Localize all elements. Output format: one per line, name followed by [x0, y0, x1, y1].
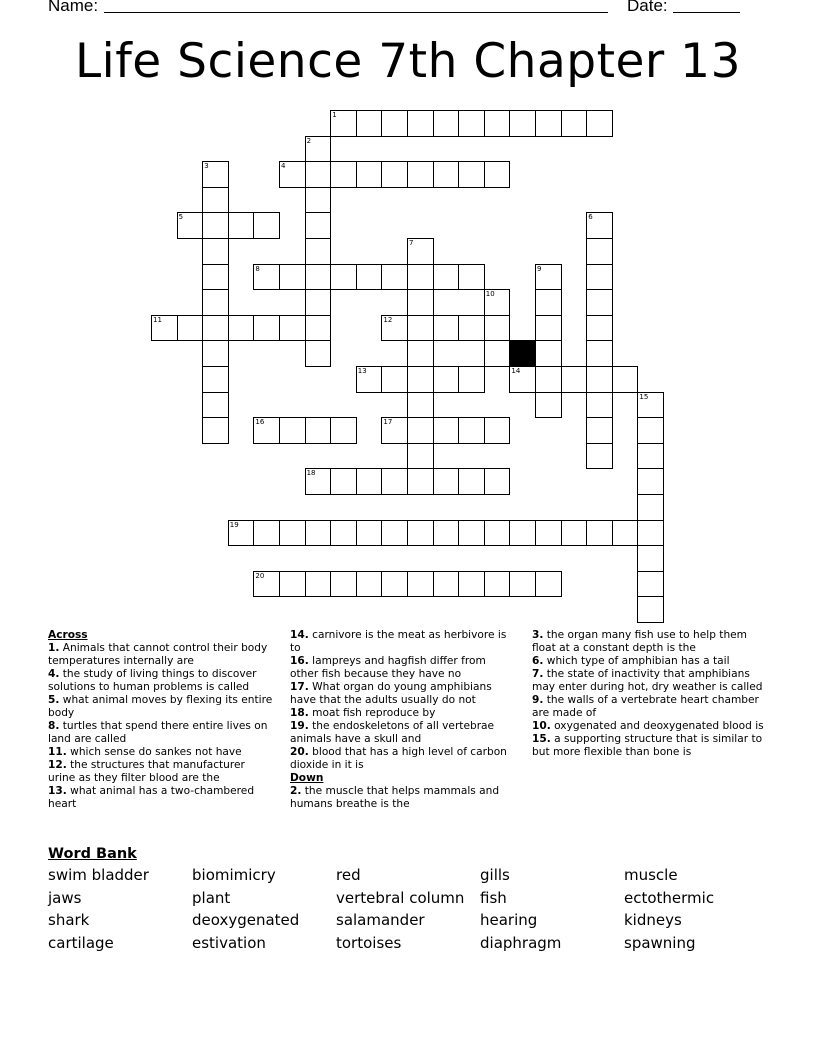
grid-cell[interactable]	[612, 520, 639, 547]
grid-cell[interactable]	[561, 110, 588, 137]
grid-cell[interactable]	[356, 161, 383, 188]
grid-cell[interactable]	[305, 315, 332, 342]
clue-number: 8.	[48, 720, 60, 732]
grid-cell[interactable]	[305, 468, 332, 495]
clues-column-3	[532, 629, 768, 759]
grid-cell[interactable]	[535, 520, 562, 547]
clue-number: 15	[639, 392, 649, 401]
clue-text: the endoskeletons of all vertebrae animals have a skull and	[290, 720, 495, 745]
clue-number: 5	[178, 213, 184, 222]
grid-cell[interactable]	[509, 366, 536, 393]
grid-cell[interactable]	[151, 315, 178, 342]
grid-cell[interactable]	[381, 571, 408, 598]
grid-cell[interactable]	[407, 340, 434, 367]
word-bank-item: shark	[48, 911, 90, 929]
clue-item	[290, 746, 516, 772]
grid-cell[interactable]	[407, 366, 434, 393]
grid-cell[interactable]	[407, 392, 434, 419]
clue-text: what animal moves by flexing its entire body	[48, 694, 273, 719]
grid-cell[interactable]	[330, 468, 357, 495]
clue-text: which type of amphibian has a tail	[543, 655, 730, 667]
grid-cell[interactable]	[177, 315, 204, 342]
clue-item	[290, 655, 516, 681]
word-bank-item: muscle	[624, 866, 678, 884]
clue-number: 18.	[290, 707, 309, 719]
grid-cell[interactable]	[279, 161, 306, 188]
clue-number: 17.	[290, 681, 309, 693]
clue-number: 7	[409, 239, 414, 247]
grid-cell[interactable]	[356, 571, 383, 598]
grid-cell[interactable]	[381, 264, 408, 291]
word-bank-item: spawning	[624, 933, 696, 952]
grid-cell[interactable]	[637, 417, 664, 444]
grid-cell[interactable]	[433, 110, 460, 137]
grid-cell[interactable]	[202, 366, 229, 393]
grid-cell[interactable]	[202, 212, 229, 239]
clue-number: 5.	[48, 694, 60, 706]
word-bank-item: tortoises	[336, 933, 402, 952]
clue-number: 19	[229, 520, 239, 529]
grid-cell[interactable]	[330, 520, 357, 547]
grid-cell[interactable]	[305, 340, 332, 367]
grid-cell[interactable]	[407, 264, 434, 291]
grid-cell[interactable]	[330, 417, 357, 444]
grid-cell[interactable]	[356, 264, 383, 291]
clue-item	[48, 720, 274, 746]
name-label: Name:	[48, 0, 99, 15]
clue-number: 1.	[48, 642, 60, 654]
grid-cell[interactable]	[202, 289, 229, 316]
grid-cell[interactable]	[586, 366, 613, 393]
grid-cell[interactable]	[458, 366, 485, 393]
clue-number: 20	[255, 571, 265, 580]
clue-number: 11.	[48, 746, 67, 758]
word-bank-item: gills	[480, 866, 510, 884]
grid-cell[interactable]	[305, 187, 332, 214]
grid-cell[interactable]	[407, 161, 434, 188]
clue-number: 7.	[532, 668, 544, 680]
grid-cell[interactable]	[637, 494, 664, 521]
grid-cell[interactable]	[407, 571, 434, 598]
grid-cell[interactable]	[586, 238, 613, 265]
word-bank-item: ectothermic	[624, 888, 715, 907]
word-bank-item: kidneys	[624, 911, 682, 929]
grid-cell[interactable]	[381, 520, 408, 547]
grid-cell[interactable]	[356, 110, 383, 137]
clue-number: 8	[255, 264, 260, 273]
grid-cell[interactable]	[177, 212, 204, 239]
clue-number: 1	[332, 111, 337, 119]
grid-cell[interactable]	[253, 520, 280, 547]
grid-cell[interactable]	[637, 571, 664, 598]
grid-cell[interactable]	[509, 520, 536, 547]
clue-text: turtles that spend there entire lives on land are called	[48, 720, 268, 745]
grid-cell[interactable]	[586, 110, 613, 137]
clue-number: 14	[511, 367, 521, 375]
grid-cell[interactable]	[586, 417, 613, 444]
grid-cell[interactable]	[458, 161, 485, 188]
grid-cell[interactable]	[381, 110, 408, 137]
clue-text: What organ do young amphibians have that the adults usually do not	[290, 681, 492, 706]
grid-cell[interactable]	[586, 264, 613, 291]
grid-cell[interactable]	[305, 264, 332, 291]
word-bank-item: jaws	[48, 888, 82, 907]
clue-item	[532, 733, 768, 759]
grid-cell[interactable]	[433, 417, 460, 444]
grid-cell[interactable]	[586, 340, 613, 367]
grid-cell[interactable]	[381, 366, 408, 393]
grid-cell[interactable]	[381, 417, 408, 444]
clue-text: what animal has a two-chambered heart	[48, 785, 255, 810]
grid-cell[interactable]	[279, 417, 306, 444]
grid-cell[interactable]	[228, 520, 255, 547]
clue-item	[290, 785, 516, 811]
clue-text: a supporting structure that is similar to but more flexible than bone is	[532, 733, 763, 758]
grid-cell[interactable]	[356, 366, 383, 393]
grid-cell[interactable]	[484, 161, 511, 188]
grid-cell[interactable]	[381, 161, 408, 188]
clue-item	[532, 655, 768, 668]
grid-cell[interactable]	[253, 212, 280, 239]
grid-cell[interactable]	[586, 392, 613, 419]
clues-column-2	[290, 629, 516, 811]
clue-text: the walls of a vertebrate heart chamber are made of	[532, 694, 759, 719]
clue-number: 9.	[532, 694, 544, 706]
grid-cell[interactable]	[279, 315, 306, 342]
grid-cell[interactable]	[407, 315, 434, 342]
clue-number: 20.	[290, 746, 309, 758]
grid-cell[interactable]	[433, 366, 460, 393]
clue-text: oxygenated and deoxygenated blood is	[550, 720, 764, 732]
clue-number: 19.	[290, 720, 309, 732]
clue-item	[290, 681, 516, 707]
grid-cell[interactable]	[305, 520, 332, 547]
grid-cell[interactable]	[305, 161, 332, 188]
grid-cell[interactable]	[253, 264, 280, 291]
word-bank-title: Word Bank	[48, 846, 137, 862]
grid-cell[interactable]	[356, 468, 383, 495]
grid-cell[interactable]	[407, 520, 434, 547]
word-bank-item: fish	[480, 888, 507, 907]
grid-cell[interactable]	[305, 212, 332, 239]
page-title: Life Science 7th Chapter 13	[75, 34, 741, 89]
clue-number: 3.	[532, 629, 544, 641]
grid-cell[interactable]	[586, 212, 613, 239]
clue-number: 10.	[532, 720, 551, 732]
grid-cell[interactable]	[535, 264, 562, 291]
grid-cell[interactable]	[305, 289, 332, 316]
grid-cell[interactable]	[381, 468, 408, 495]
clue-text: the state of inactivity that amphibians may enter during hot, dry weather is called	[532, 668, 763, 693]
grid-cell[interactable]	[279, 571, 306, 598]
grid-cell[interactable]	[330, 161, 357, 188]
clue-item	[532, 720, 768, 733]
clue-item	[290, 720, 516, 746]
clue-number: 9	[537, 264, 542, 273]
clue-item	[48, 694, 274, 720]
grid-cell[interactable]	[407, 110, 434, 137]
clue-number: 15.	[532, 733, 551, 745]
grid-cell[interactable]	[228, 212, 255, 239]
grid-cell[interactable]	[433, 571, 460, 598]
grid-cell[interactable]	[535, 340, 562, 367]
word-bank-item: hearing	[480, 911, 538, 929]
clue-text: the study of living things to discover solutions to human problems is called	[48, 668, 257, 693]
word-bank-item: vertebral column	[336, 888, 465, 907]
clue-number: 2	[306, 136, 312, 145]
clue-item	[290, 629, 516, 655]
grid-cell[interactable]	[586, 289, 613, 316]
grid-cell[interactable]	[458, 315, 485, 342]
word-bank-item: estivation	[192, 933, 266, 952]
grid-cell[interactable]	[484, 417, 511, 444]
grid-cell[interactable]	[458, 571, 485, 598]
grid-cell[interactable]	[407, 238, 434, 265]
clue-text: Animals that cannot control their body temperatures internally are	[48, 642, 268, 667]
grid-cell[interactable]	[433, 520, 460, 547]
clue-number: 4	[281, 162, 286, 171]
grid-cell[interactable]	[279, 520, 306, 547]
grid-cell[interactable]	[612, 366, 639, 393]
grid-cell[interactable]	[202, 315, 229, 342]
grid-cell[interactable]	[305, 136, 332, 163]
grid-cell[interactable]	[535, 366, 562, 393]
down-heading: Down	[290, 772, 324, 784]
clue-item	[290, 707, 516, 720]
grid-cell[interactable]	[253, 417, 280, 444]
grid-cell[interactable]	[458, 110, 485, 137]
word-bank-item: diaphragm	[480, 933, 562, 952]
across-heading: Across	[48, 629, 88, 641]
word-bank-item: cartilage	[48, 933, 114, 952]
clue-item	[48, 642, 274, 668]
clue-number: 14.	[290, 629, 309, 641]
grid-cell[interactable]	[305, 571, 332, 598]
grid-cell[interactable]	[202, 187, 229, 214]
grid-cell[interactable]	[458, 468, 485, 495]
clue-number: 6.	[532, 655, 544, 667]
grid-cell[interactable]	[433, 264, 460, 291]
clue-number: 16	[255, 418, 265, 427]
grid-cell[interactable]	[535, 315, 562, 342]
grid-cell[interactable]	[202, 340, 229, 367]
clue-number: 17	[383, 418, 393, 427]
clue-number: 18	[306, 469, 316, 478]
grid-cell[interactable]	[407, 468, 434, 495]
grid-cell[interactable]	[484, 315, 511, 342]
clue-text: the muscle that helps mammals and humans breathe is the	[290, 785, 500, 810]
grid-cell[interactable]	[356, 520, 383, 547]
grid-cell[interactable]	[484, 520, 511, 547]
grid-cell[interactable]	[381, 315, 408, 342]
clue-item	[532, 629, 768, 655]
clue-number: 11	[153, 315, 162, 324]
clue-text: the organ many fish use to help them float at a constant depth is the	[532, 629, 748, 654]
grid-cell[interactable]	[407, 443, 434, 470]
clue-item	[48, 759, 274, 785]
clue-number: 13.	[48, 785, 67, 797]
grid-cell[interactable]	[458, 264, 485, 291]
grid-cell[interactable]	[458, 417, 485, 444]
grid-cell[interactable]	[433, 161, 460, 188]
grid-cell[interactable]	[535, 392, 562, 419]
grid-cell[interactable]	[305, 238, 332, 265]
grid-cell[interactable]	[484, 289, 511, 316]
clue-text: carnivore is the meat as herbivore is to	[290, 629, 507, 654]
clue-number: 12.	[48, 759, 67, 771]
clue-item	[532, 694, 768, 720]
clues-column-1	[48, 629, 274, 811]
grid-cell[interactable]	[202, 161, 229, 188]
grid-cell[interactable]	[202, 417, 229, 444]
grid-cell[interactable]	[637, 596, 664, 623]
clue-item	[532, 668, 768, 694]
clue-text: which sense do sankes not have	[66, 746, 242, 758]
grid-cell[interactable]	[407, 289, 434, 316]
grid-cell[interactable]	[586, 315, 613, 342]
clue-number: 4.	[48, 668, 60, 680]
clue-item	[48, 785, 274, 811]
black-cell	[509, 340, 536, 367]
clue-number: 16.	[290, 655, 309, 667]
clue-number: 10	[485, 290, 495, 299]
grid-cell[interactable]	[330, 264, 357, 291]
grid-cell[interactable]	[228, 315, 255, 342]
grid-cell[interactable]	[202, 264, 229, 291]
grid-cell[interactable]	[561, 366, 588, 393]
clue-number: 13	[357, 367, 367, 375]
grid-cell[interactable]	[433, 315, 460, 342]
grid-cell[interactable]	[433, 468, 460, 495]
word-bank-item: deoxygenated	[192, 911, 300, 929]
grid-cell[interactable]	[253, 315, 280, 342]
grid-cell[interactable]	[305, 417, 332, 444]
clue-text: the structures that manufacturer urine as they filter blood are the	[48, 759, 245, 784]
word-bank-item: swim bladder	[48, 866, 149, 884]
grid-cell[interactable]	[484, 571, 511, 598]
word-bank-item: plant	[192, 888, 231, 907]
grid-cell[interactable]	[458, 520, 485, 547]
grid-cell[interactable]	[637, 443, 664, 470]
clue-text: blood that has a high level of carbon dioxide in it is	[290, 746, 507, 771]
clue-number: 2.	[290, 785, 302, 797]
date-label: Date:	[627, 0, 668, 15]
grid-cell[interactable]	[253, 571, 280, 598]
word-bank-item: red	[336, 866, 361, 884]
grid-cell[interactable]	[484, 340, 511, 367]
grid-cell[interactable]	[637, 520, 664, 547]
grid-cell[interactable]	[484, 110, 511, 137]
clue-number: 3	[204, 162, 209, 171]
grid-cell[interactable]	[330, 110, 357, 137]
grid-cell[interactable]	[586, 443, 613, 470]
grid-cell[interactable]	[202, 392, 229, 419]
grid-cell[interactable]	[509, 571, 536, 598]
grid-cell[interactable]	[279, 264, 306, 291]
grid-cell[interactable]	[561, 520, 588, 547]
grid-cell[interactable]	[637, 392, 664, 419]
word-bank-item: biomimicry	[192, 866, 276, 884]
grid-cell[interactable]	[535, 289, 562, 316]
grid-cell[interactable]	[202, 238, 229, 265]
grid-cell[interactable]	[509, 110, 536, 137]
grid-cell[interactable]	[484, 468, 511, 495]
clue-item	[48, 746, 274, 759]
grid-cell[interactable]	[330, 571, 357, 598]
grid-cell[interactable]	[535, 110, 562, 137]
grid-cell[interactable]	[637, 468, 664, 495]
clue-item	[48, 668, 274, 694]
clue-number: 6	[588, 213, 593, 222]
word-bank-item: salamander	[336, 911, 425, 929]
grid-cell[interactable]	[407, 417, 434, 444]
grid-cell[interactable]	[535, 571, 562, 598]
clue-text: moat fish reproduce by	[308, 707, 436, 719]
grid-cell[interactable]	[586, 520, 613, 547]
clue-text: lampreys and hagfish differ from other fish because they have no	[290, 655, 486, 680]
clue-number: 12	[383, 315, 393, 324]
grid-cell[interactable]	[637, 545, 664, 572]
